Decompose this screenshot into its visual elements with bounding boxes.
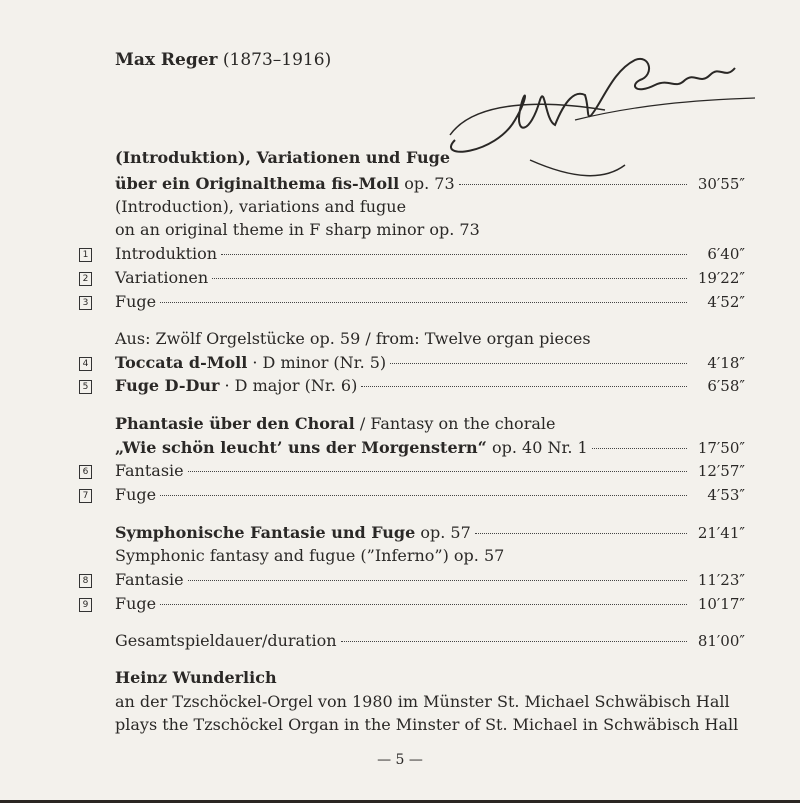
work3-title	[115, 413, 755, 435]
track-duration: 12′57″	[697, 462, 745, 480]
performer-line-en: plays the Tzschöckel Organ in the Minster of St. Michael in Schwäbisch Hall	[115, 715, 739, 734]
work4-title-row	[115, 522, 745, 544]
track-row	[115, 375, 745, 397]
track-title: Fuge	[115, 485, 157, 504]
work3-chorale-row	[115, 437, 745, 459]
track-title: Variationen	[115, 268, 209, 287]
track-title: Fuge	[115, 292, 157, 311]
track-title: Fantasie	[115, 461, 184, 480]
track-title: Fuge D-Dur	[115, 376, 220, 395]
track-number: 7	[79, 489, 92, 503]
track-row	[115, 267, 745, 289]
total-row	[115, 630, 745, 652]
work1-duration: 30′55″	[697, 175, 745, 193]
track-duration: 4′18″	[707, 354, 745, 372]
leader-dots	[212, 278, 687, 279]
leader-dots	[160, 495, 687, 496]
track-subtitle: · D minor (Nr. 5)	[247, 353, 387, 372]
leader-dots	[188, 580, 687, 581]
work4-opus: op. 57	[415, 523, 471, 542]
leader-dots	[592, 448, 687, 449]
leader-dots	[361, 386, 687, 387]
page-number: — 5 —	[377, 752, 423, 768]
composer-dates: (1873–1916)	[222, 50, 332, 70]
leader-dots	[221, 254, 687, 255]
work2-heading: Aus: Zwölf Orgelstücke op. 59 / from: Twelve organ pieces	[115, 329, 591, 348]
performer-line-de: an der Tzschöckel-Orgel von 1980 im Münster St. Michael Schwäbisch Hall	[115, 692, 730, 711]
track-number: 4	[79, 357, 92, 371]
track-duration: 11′23″	[697, 571, 745, 589]
track-duration: 4′52″	[707, 293, 745, 311]
work3-chorale: „Wie schön leucht’ uns der Morgenstern“	[115, 438, 487, 457]
performer-name: Heinz Wunderlich	[115, 668, 277, 687]
leader-dots	[341, 641, 687, 642]
composer-name: Max Reger	[115, 50, 218, 70]
track-number: 1	[79, 248, 92, 262]
track-row	[115, 460, 745, 482]
total-label: Gesamtspieldauer/duration	[115, 631, 337, 650]
track-number: 2	[79, 272, 92, 286]
track-title: Fantasie	[115, 570, 184, 589]
track-row	[115, 352, 745, 374]
work1-title-row	[115, 173, 745, 195]
track-number: 5	[79, 380, 92, 394]
track-number: 8	[79, 574, 92, 588]
work3-title-bold: Phantasie über den Choral	[115, 414, 355, 433]
leader-dots	[160, 302, 687, 303]
work1-english-line1: (Introduction), variations and fugue	[115, 197, 407, 216]
composer-heading	[115, 50, 331, 70]
work1-english-line2: on an original theme in F sharp minor op. 73	[115, 220, 480, 239]
track-title: Introduktion	[115, 244, 218, 263]
track-row	[115, 291, 745, 313]
track-number: 9	[79, 598, 92, 612]
work4-duration: 21′41″	[697, 524, 745, 542]
work1-title-line2: über ein Originalthema fis-Moll	[115, 174, 400, 193]
track-row	[115, 569, 745, 591]
leader-dots	[459, 184, 687, 185]
track-duration: 4′53″	[707, 486, 745, 504]
track-duration: 19′22″	[697, 269, 745, 287]
track-number: 6	[79, 465, 92, 479]
work3-duration: 17′50″	[697, 439, 745, 457]
leader-dots	[390, 363, 687, 364]
track-row	[115, 243, 745, 265]
track-title: Fuge	[115, 594, 157, 613]
leader-dots	[160, 604, 687, 605]
leader-dots	[188, 471, 687, 472]
track-duration: 10′17″	[697, 595, 745, 613]
total-duration: 81′00″	[697, 632, 745, 650]
work4-title: Symphonische Fantasie und Fuge	[115, 523, 416, 542]
work1-title-line1: (Introduktion), Variationen und Fuge	[115, 148, 451, 167]
work3-opus: op. 40 Nr. 1	[486, 438, 588, 457]
track-duration: 6′40″	[707, 245, 745, 263]
work1-opus: op. 73	[404, 174, 455, 193]
track-row	[115, 593, 745, 615]
track-number: 3	[79, 296, 92, 310]
track-subtitle: · D major (Nr. 6)	[219, 376, 358, 395]
track-row	[115, 484, 745, 506]
work4-english: Symphonic fantasy and fugue (”Inferno”) op. 57	[115, 546, 505, 565]
leader-dots	[475, 533, 687, 534]
track-title: Toccata d-Moll	[115, 353, 248, 372]
track-duration: 6′58″	[707, 377, 745, 395]
work3-title-rest: / Fantasy on the chorale	[354, 414, 556, 433]
